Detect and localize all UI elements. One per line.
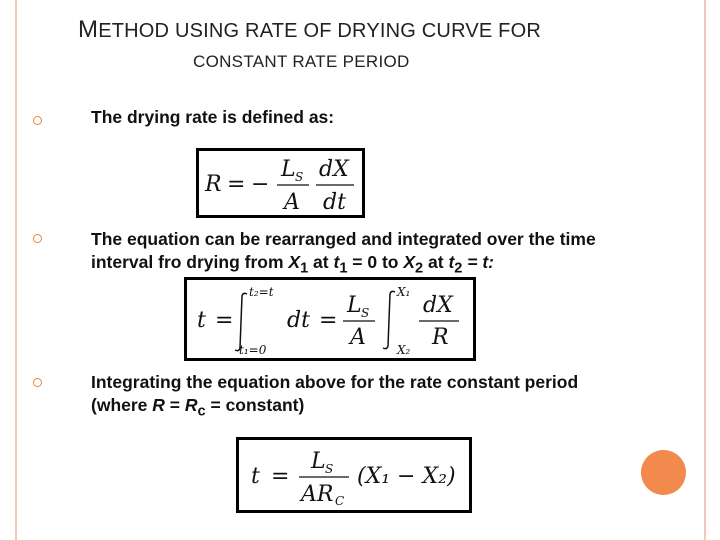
svg-text:C: C [335,494,345,508]
svg-text:t: t [251,464,260,489]
svg-text:(X₁ − X₂): (X₁ − X₂) [357,464,456,489]
bullet-text-3-line-1: Integrating the equation above for the rate constant period [91,372,579,392]
svg-text:L: L [311,449,326,474]
bullet-icon [33,378,42,387]
drying-rate-equation [196,148,365,218]
drying-rate-equation-graphic [199,151,362,215]
bullet-text-1: The drying rate is defined as: [91,107,335,127]
svg-text:dt: dt [287,308,310,333]
constant-rate-equation-graphic [239,440,469,510]
svg-text:S: S [295,170,304,184]
svg-text:AR: AR [301,482,334,507]
constant-rate-equation [236,437,472,513]
svg-text:dt: dt [323,190,346,215]
svg-text:S: S [325,462,334,476]
svg-text:=: = [227,172,246,197]
svg-text:S: S [361,306,370,320]
svg-text:=: = [271,464,290,489]
svg-text:dX: dX [423,293,453,318]
svg-text:A: A [350,325,366,350]
integrated-equation [184,277,476,361]
svg-text:dX: dX [319,157,349,182]
svg-text:R: R [205,172,222,197]
bullet-text-2-line-1: The equation can be rearranged and integrated over the time [91,229,596,249]
svg-text:X₁: X₁ [397,285,411,299]
svg-text:t₁=0: t₁=0 [239,343,267,357]
left-frame-line [15,0,17,540]
svg-text:=: = [215,308,234,333]
svg-text:t: t [197,308,206,333]
slide-title-line-2: CONSTANT RATE PERIOD [193,52,410,71]
bullet-text-2 [91,228,596,281]
svg-text:L: L [347,293,362,318]
bullet-icon [33,234,42,243]
svg-text:t₂=t: t₂=t [249,285,274,299]
bullet-text-3 [91,371,578,424]
bullet-text-3-line-2: (where $R = R_c$ = constant) [91,395,305,420]
svg-text:−: − [251,172,270,197]
bullet-text-2-line-2: interval fro drying from $X_1$ at $t_1 = 0$ to $X_2$ at $t_2 = t$: [91,252,494,277]
decorative-orange-circle [641,450,686,495]
svg-text:A: A [284,190,300,215]
svg-text:L: L [281,157,296,182]
integrated-equation-graphic [187,280,473,358]
right-frame-line [704,0,706,540]
bullet-icon [33,116,42,125]
svg-text:X₂: X₂ [397,343,411,357]
svg-text:R: R [432,325,449,350]
svg-text:=: = [319,308,338,333]
slide-title-line-1: METHOD USING RATE OF DRYING CURVE FOR [78,16,541,43]
